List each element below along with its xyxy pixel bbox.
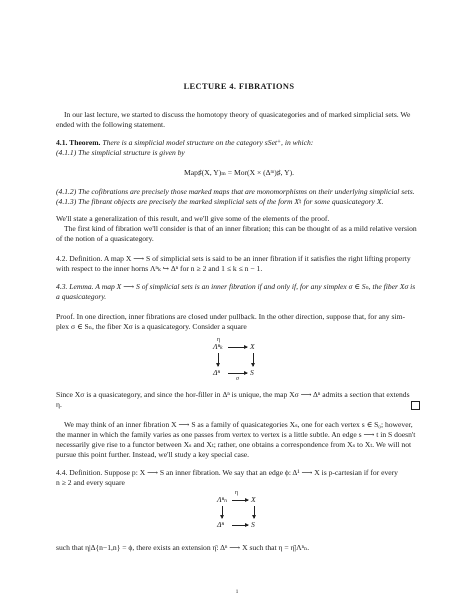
proof-line-2: plex σ ∈ Sₙ, the fiber Xσ is a quasicategory. Consider a square <box>56 322 247 331</box>
diagram-1-left-arrow <box>218 353 219 366</box>
proof-line-1: Proof. In one direction, inner fibrations are closed under pullback. In the other direction, suppose that, for any sim- <box>56 312 406 321</box>
definition-1-line-1: 4.2. Definition. A map X ⟶ S of simplicial sets is said to be an inner fibration if it satisfies the right lifting property <box>56 254 411 263</box>
family-line-2: the manner in which the family varies as one passes from vertex to vertex is a little subtle. An edge s ⟶ t in S doesn't <box>56 430 416 439</box>
diagram-1-bottom-left: Δⁿ <box>213 368 220 377</box>
theorem-label: 4.1. Theorem. <box>56 138 101 147</box>
theorem-item-1-label: (4.1.1) <box>56 148 77 157</box>
theorem-item-1 <box>56 148 422 158</box>
diagram-2-bottom-left: Δⁿ <box>217 520 224 529</box>
diagram-1-top-left: Λⁿₖ <box>213 342 223 351</box>
diagram-2-left-arrow <box>222 506 223 518</box>
intro-line-1: In our last lecture, we started to discuss the homotopy theory of quasicategories and of marked simplicial sets. We <box>64 110 411 119</box>
generalization-line-1: We'll state a generalization of this result, and we'll give some of the elements of the proof. <box>56 214 330 223</box>
page-number: 1 <box>235 589 239 595</box>
diagram-2-top-arrow <box>232 500 248 501</box>
qed-square <box>411 401 420 410</box>
after-diagram-line-2: η. <box>56 400 62 409</box>
diagram-2-top-label: η <box>235 490 239 496</box>
family-line-3: necessarily give rise to a functor between Xₛ and Xₜ; rather, one obtains a correspondence from Xₛ to Xₜ. We will not <box>56 440 412 449</box>
after-diagram-line-1: Since Xσ is a quasicategory, and since the hor-filler in Δⁿ is unique, the map Xσ ⟶ Δⁿ admits a section that extends <box>56 390 410 399</box>
diagram-2-top-left: Λⁿₙ <box>217 495 228 504</box>
definition-1-line-2: with respect to the inner horns Λⁿₖ ↪ Δⁿ for n ≥ 2 and 1 ≤ k ≤ n − 1. <box>56 264 263 273</box>
diagram-1-right-arrow <box>253 353 254 366</box>
diagram-2-bottom-arrow <box>232 525 248 526</box>
diagram-1-bottom-arrow <box>228 373 247 374</box>
theorem-item-2: (4.1.2) The cofibrations are precisely those marked maps that are monomorphisms on their underlying simplicial sets. <box>56 187 415 196</box>
family-line-1: We may think of an inner fibration X ⟶ S as a family of quasicategories Xₛ, one for each vertex s ∈ S₀; however, <box>64 420 413 429</box>
diagram-2-top-right: X <box>251 495 256 504</box>
diagram-2-bottom-right: S <box>251 520 255 529</box>
diagram-1-top-arrow <box>228 347 247 348</box>
theorem-heading <box>56 138 422 148</box>
theorem-item-1-text: The simplicial structure is given by <box>78 148 185 157</box>
final-line: such that η|Δ{n−1,n} = ϕ, there exists an extension η̄: Δⁿ ⟶ X such that η = η̄|Λⁿₙ. <box>56 543 310 552</box>
lecture-title: LECTURE 4. FIBRATIONS <box>183 82 295 91</box>
diagram-2-right-arrow <box>254 506 255 518</box>
theorem-formula: Map♯(X, Y)ₘ = Mor(X × (Δᵐ)♯, Y). <box>183 168 295 177</box>
diagram-1-bottom-label: σ <box>236 376 239 382</box>
theorem-item-3: (4.1.3) The fibrant objects are precisely the marked simplicial sets of the form X♮ for some quasicategory X. <box>56 197 384 206</box>
definition-2-line-2: n ≥ 2 and every square <box>56 478 125 487</box>
family-line-4: pursue this point further. Instead, we'll study a key special case. <box>56 450 250 459</box>
lemma-line-2: a quasicategory. <box>56 292 107 301</box>
diagram-1-bottom-right: S <box>250 368 254 377</box>
lemma-line-1: 4.3. Lemma. A map X ⟶ S of simplicial sets is an inner fibration if and only if, for any simplex σ ∈ Sₙ, the fiber Xσ is <box>56 282 416 291</box>
diagram-1-top-label: η <box>217 337 221 343</box>
theorem-text: There is a simplicial model structure on the category sSet⁺, in which: <box>102 138 314 147</box>
generalization-line-2: The first kind of fibration we'll consider is that of an inner fibration; this can be thought of as a mild relative version <box>64 224 417 233</box>
definition-2-line-1: 4.4. Definition. Suppose p: X ⟶ S an inner fibration. We say that an edge ϕ: Δ¹ ⟶ X is p-cartesian if for every <box>56 468 398 477</box>
generalization-line-3: of the notion of a quasicategory. <box>56 234 154 243</box>
intro-line-2: ended with the following statement. <box>56 120 166 129</box>
diagram-1-top-right: X <box>250 342 255 351</box>
